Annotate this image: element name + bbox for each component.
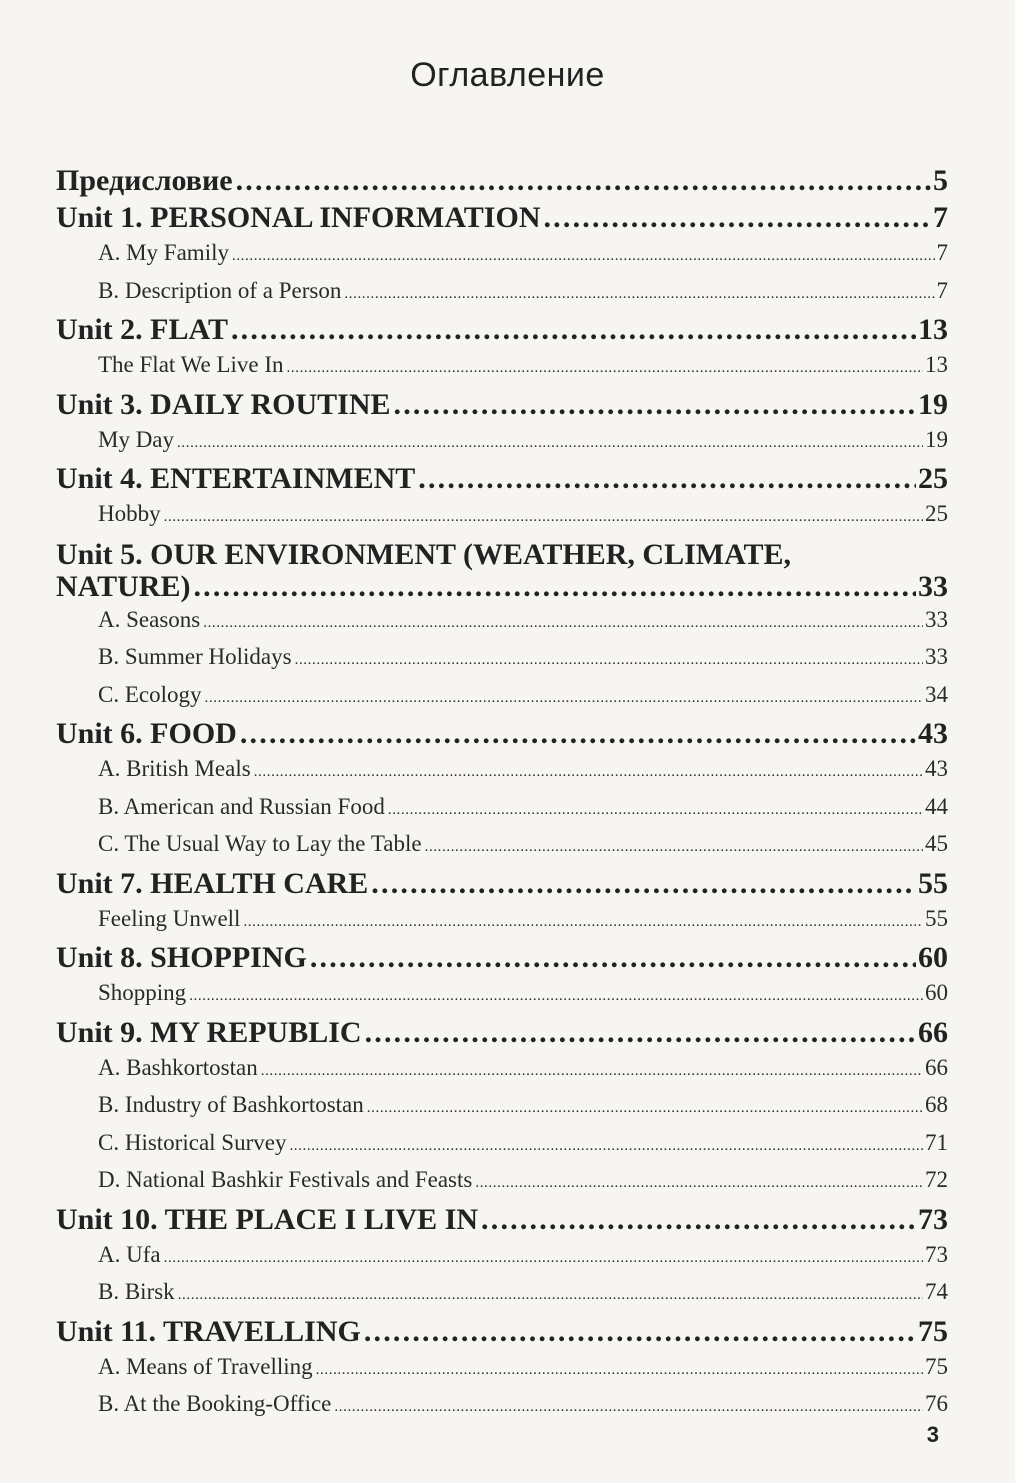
toc-entry-title: B. At the Booking-Office (98, 1391, 332, 1416)
toc-page-number: 25 (918, 462, 948, 495)
toc-page-number: 76 (925, 1391, 948, 1416)
dot-leader (243, 902, 923, 940)
toc-page-number: 13 (918, 313, 948, 346)
toc-sub-entry[interactable] (56, 976, 948, 1014)
page-number: 3 (926, 1422, 939, 1447)
toc-page-number: 43 (918, 717, 948, 750)
toc-sub-entry[interactable] (56, 678, 948, 716)
toc-sub-entry[interactable] (56, 1126, 948, 1164)
toc-entry-title: B. American and Russian Food (98, 793, 385, 819)
toc-sub-entry[interactable] (56, 1051, 948, 1089)
toc-page-number: 33 (918, 569, 948, 603)
toc-page-number: 19 (925, 426, 948, 452)
toc-entry-title: Предисловие (56, 164, 233, 197)
toc-entry-title: A. Means of Travelling (98, 1353, 313, 1379)
toc-sub-entry[interactable] (56, 236, 948, 274)
toc-entry-title: A. British Meals (98, 756, 251, 781)
toc-entry-title: B. Description of a Person (98, 277, 342, 303)
toc-page-number: 34 (925, 681, 948, 707)
toc-entry-title: The Flat We Live In (98, 352, 284, 377)
toc-entry-title: My Day (98, 426, 175, 452)
toc-entry-title: C. Historical Survey (98, 1129, 287, 1155)
dot-leader (205, 678, 924, 716)
dot-leader (316, 1350, 923, 1388)
toc-sub-entry[interactable] (56, 1238, 948, 1276)
toc-unit-entry[interactable] (56, 199, 948, 236)
toc-page-number: 13 (925, 352, 948, 377)
dot-leader (310, 939, 916, 976)
toc-sub-entry[interactable] (56, 1275, 948, 1313)
toc-sub-entry[interactable] (56, 827, 948, 865)
dot-leader (365, 1014, 916, 1051)
dot-leader (203, 603, 923, 641)
toc-unit-entry[interactable] (56, 311, 948, 348)
toc-sub-entry[interactable] (56, 497, 948, 535)
toc-unit-entry[interactable] (56, 1014, 948, 1051)
toc-unit-entry[interactable] (56, 386, 948, 423)
toc-page-number: 7 (933, 201, 948, 234)
toc-entry-title: Hobby (98, 501, 161, 526)
toc-page-number: 43 (925, 756, 948, 781)
toc-entry-title: Unit 8. SHOPPING (56, 941, 307, 974)
toc-page-number: 71 (925, 1129, 948, 1155)
toc-entry-title: Shopping (98, 980, 187, 1005)
toc-sub-entry[interactable] (56, 640, 948, 678)
toc-entry-title: NATURE) (56, 569, 191, 603)
table-of-contents (56, 162, 948, 1425)
toc-page-number: 7 (936, 240, 948, 265)
toc-page-number: 55 (925, 905, 948, 931)
toc-unit-entry[interactable] (56, 570, 948, 603)
toc-sub-entry[interactable] (56, 790, 948, 828)
toc-page-number: 25 (925, 501, 948, 526)
toc-page-number: 73 (918, 1202, 948, 1236)
dot-leader (287, 348, 923, 386)
dot-leader (418, 460, 916, 497)
dot-leader (289, 1126, 923, 1164)
toc-entry-title: A. My Family (98, 240, 229, 265)
toc-page-number: 45 (925, 831, 948, 856)
toc-entry-title: Unit 11. TRAVELLING (56, 1314, 361, 1348)
dot-leader (388, 790, 923, 828)
dot-leader (189, 976, 923, 1014)
toc-sub-entry[interactable] (56, 423, 948, 461)
toc-entry-title: D. National Bashkir Festivals and Feasts (98, 1167, 473, 1192)
toc-unit-entry[interactable] (56, 939, 948, 976)
toc-sub-entry[interactable] (56, 1350, 948, 1388)
toc-entry-title: A. Ufa (98, 1241, 161, 1267)
toc-page-number: 72 (925, 1167, 948, 1192)
dot-leader (164, 1238, 923, 1276)
dot-leader (475, 1163, 923, 1201)
toc-entry-title: Unit 4. ENTERTAINMENT (56, 462, 416, 495)
toc-page-number: 66 (918, 1015, 948, 1049)
toc-page-number: 33 (925, 644, 948, 669)
toc-entry-title: Unit 2. FLAT (56, 313, 228, 346)
toc-entry-title: Unit 6. FOOD (56, 717, 237, 750)
dot-leader (231, 311, 916, 348)
toc-page-number: 33 (925, 606, 948, 632)
toc-entry-title: Unit 3. DAILY ROUTINE (56, 387, 391, 421)
toc-page-number: 5 (933, 164, 948, 197)
toc-page-number: 55 (918, 866, 948, 900)
dot-leader (394, 386, 916, 423)
toc-unit-entry-first-line[interactable]: Unit 5. OUR ENVIRONMENT (WEATHER, CLIMATE, (56, 537, 792, 571)
dot-leader (543, 199, 931, 236)
toc-entry-title: Unit 9. MY REPUBLIC (56, 1015, 362, 1049)
dot-leader (177, 423, 923, 461)
toc-unit-entry[interactable] (56, 460, 948, 497)
toc-page-number: 60 (918, 941, 948, 974)
dot-leader (164, 497, 923, 535)
toc-entry-title: B. Industry of Bashkortostan (98, 1092, 364, 1117)
dot-leader (425, 827, 923, 865)
dot-leader (193, 570, 916, 603)
toc-unit-entry[interactable] (56, 1201, 948, 1238)
toc-entry-title: A. Bashkortostan (98, 1054, 258, 1080)
dot-leader (240, 715, 916, 752)
toc-page-number: 60 (925, 980, 948, 1005)
toc-unit-entry[interactable] (56, 162, 948, 199)
dot-leader (344, 274, 934, 312)
toc-page-number: 75 (918, 1314, 948, 1348)
dot-leader (481, 1201, 916, 1238)
toc-unit-entry[interactable] (56, 715, 948, 752)
toc-sub-entry[interactable] (56, 902, 948, 940)
toc-entry-title: B. Summer Holidays (98, 644, 292, 669)
toc-entry-title: Unit 7. HEALTH CARE (56, 866, 369, 900)
toc-sub-entry[interactable] (56, 348, 948, 386)
toc-entry-title: B. Birsk (98, 1279, 175, 1304)
toc-entry-title: Feeling Unwell (98, 905, 241, 931)
toc-sub-entry[interactable] (56, 603, 948, 641)
toc-sub-entry[interactable] (56, 1088, 948, 1126)
dot-leader (261, 1051, 923, 1089)
toc-sub-entry[interactable] (56, 274, 948, 312)
dot-leader (334, 1387, 923, 1425)
toc-unit-entry[interactable] (56, 1313, 948, 1350)
dot-leader (232, 236, 935, 274)
page-title: Оглавление (410, 56, 605, 94)
toc-entry-title: A. Seasons (98, 606, 201, 632)
toc-page-number: 75 (925, 1353, 948, 1379)
toc-sub-entry[interactable] (56, 1387, 948, 1425)
dot-leader (364, 1313, 916, 1350)
dot-leader (178, 1275, 923, 1313)
dot-leader (254, 752, 923, 790)
toc-entry-title: C. The Usual Way to Lay the Table (98, 831, 422, 856)
toc-entry-title: Unit 1. PERSONAL INFORMATION (56, 201, 541, 234)
toc-page-number: 68 (925, 1092, 948, 1117)
dot-leader (371, 865, 916, 902)
toc-page-number: 7 (936, 277, 948, 303)
toc-sub-entry[interactable] (56, 752, 948, 790)
toc-page-number: 66 (925, 1054, 948, 1080)
toc-unit-entry[interactable] (56, 865, 948, 902)
dot-leader (295, 640, 923, 678)
toc-page-number: 44 (925, 793, 948, 819)
toc-page-number: 73 (925, 1241, 948, 1267)
toc-sub-entry[interactable] (56, 1163, 948, 1201)
toc-entry-title: Unit 10. THE PLACE I LIVE IN (56, 1202, 479, 1236)
dot-leader (236, 162, 931, 199)
toc-page-number: 74 (925, 1279, 948, 1304)
dot-leader (367, 1088, 923, 1126)
toc-entry-title: C. Ecology (98, 681, 202, 707)
toc-page-number: 19 (918, 387, 948, 421)
